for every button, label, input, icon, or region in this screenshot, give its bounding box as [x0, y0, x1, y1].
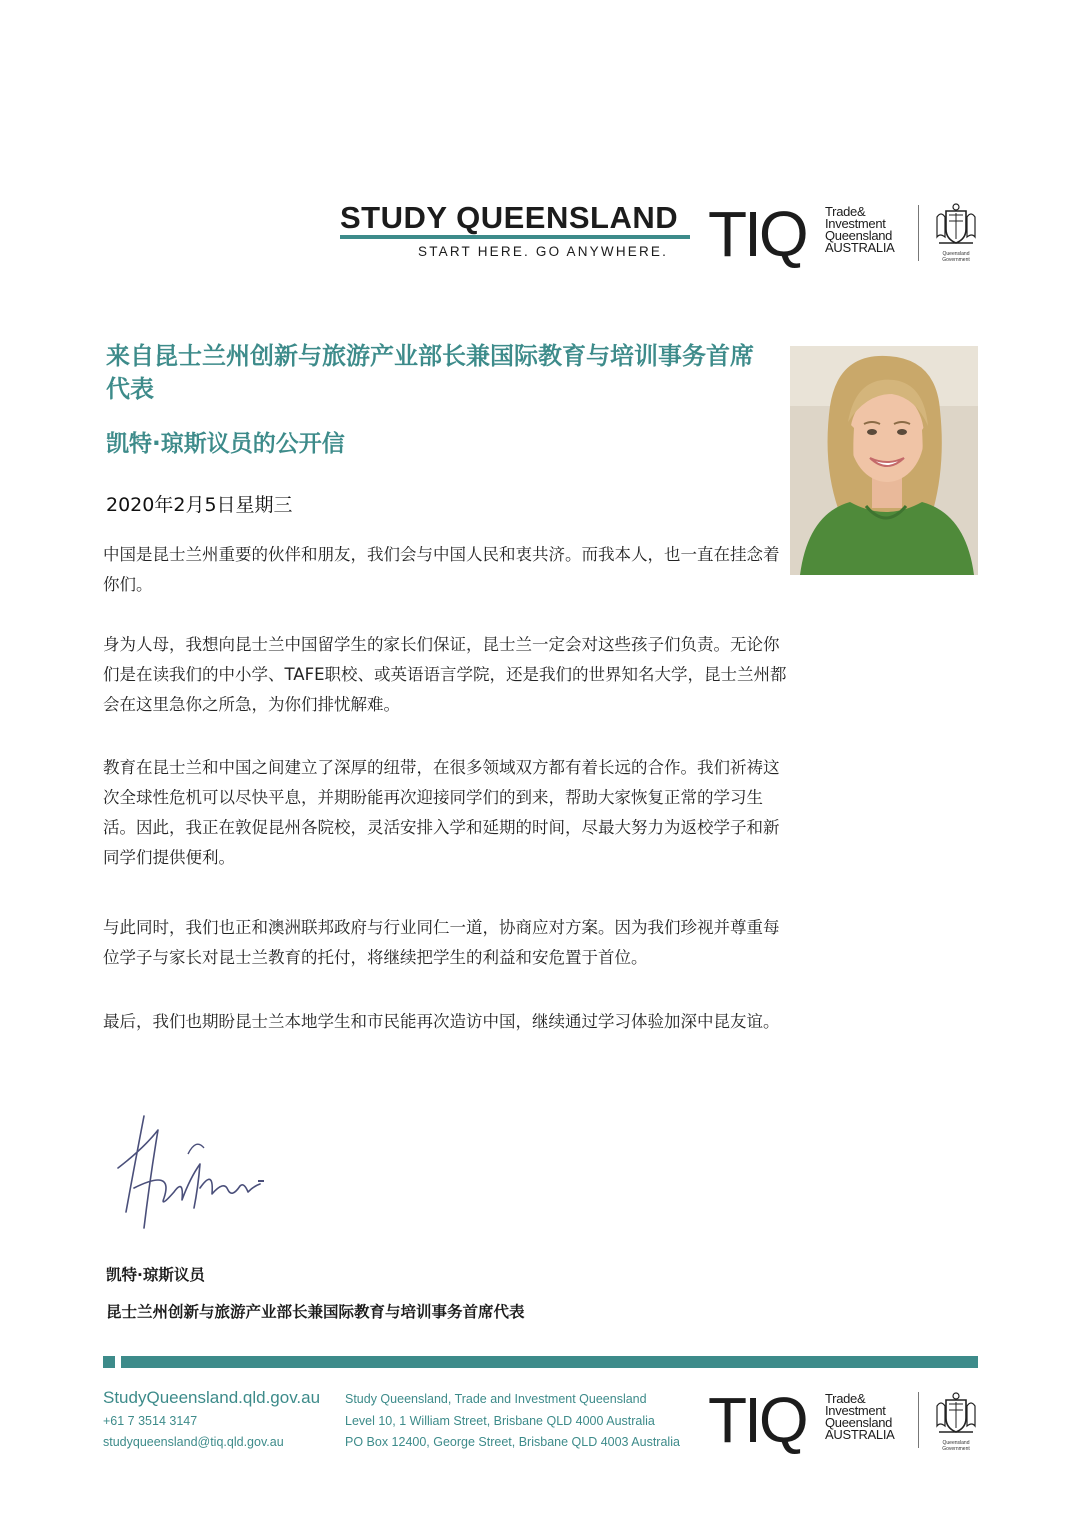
footer-phone[interactable]: +61 7 3514 3147 [103, 1414, 198, 1428]
paragraph-1: 中国是昆士兰州重要的伙伴和朋友，我们会与中国人民和衷共济。而我本人，也一直在挂念着你们。 [103, 545, 780, 594]
paragraph-4: 与此同时，我们也正和澳洲联邦政府与行业同仁一道，协商应对方案。因为我们珍视并尊重每位学子与家长对昆士兰教育的托付，将继续把学生的利益和安危置于首位。 [103, 918, 780, 967]
letter-subtitle: 凯特·琼斯议员的公开信 [106, 431, 345, 457]
footer-website-link[interactable]: StudyQueensland.qld.gov.au [103, 1388, 321, 1407]
footer-address-line-1: Study Queensland, Trade and Investment Queensland [345, 1392, 647, 1406]
tiq-word-queensland: Queensland [825, 228, 893, 243]
tiq-word-trade: Trade& [825, 204, 866, 219]
footer-square [103, 1356, 115, 1368]
footer-address-line-2: Level 10, 1 William Street, Brisbane QLD 4000 Australia [345, 1414, 655, 1428]
letter-title: 来自昆士兰州创新与旅游产业部长兼国际教育与培训事务首席代表 [106, 342, 754, 403]
footer-bar [121, 1356, 978, 1368]
handwritten-signature [104, 1108, 274, 1243]
signature-icon [104, 1108, 274, 1243]
footer-tiq-logo-words: Trade& Investment Queensland AUSTRALIA [825, 1391, 895, 1442]
signatory-title: 昆士兰州创新与旅游产业部长兼国际教育与培训事务首席代表 [106, 1303, 525, 1321]
footer-tiq-logo-letters: TIQ [708, 1384, 806, 1456]
tiq-word-investment: Investment [825, 216, 886, 231]
paragraph-2: 身为人母，我想向昆士兰中国留学生的家长们保证，昆士兰一定会对这些孩子们负责。无论你们是在读我们的中小学、TAFE职校、或英语语言学院，还是我们的世界知名大学，昆士兰州都会在这里急你之所急，为你们排忧解难。 [103, 635, 787, 714]
crest-icon [933, 203, 979, 247]
paragraph-5: 最后，我们也期盼昆士兰本地学生和市民能再次造访中国，继续通过学习体验加深中昆友谊。 [103, 1012, 780, 1031]
study-queensland-logo: STUDY QUEENSLAND [340, 200, 679, 235]
footer-crest-icon [933, 1392, 979, 1436]
logo-underline [340, 235, 690, 239]
footer-crest-caption: Queensland Government [942, 1440, 970, 1452]
tiq-logo-words [825, 206, 895, 254]
letter-date: 2020年2月5日星期三 [106, 494, 293, 516]
portrait-photo [790, 346, 978, 575]
paragraph-3: 教育在昆士兰和中国之间建立了深厚的纽带，在很多领域双方都有着长远的合作。我们祈祷这次全球性危机可以尽快平息，并期盼能再次迎接同学们的到来，帮助大家恢复正常的学习生活。因此，我正在敦促昆州各院校，灵活安排入学和延期的时间，尽最大努力为返校学子和新同学们提供便利。 [103, 758, 780, 867]
footer-queensland-crest-logo [933, 1392, 979, 1452]
study-queensland-tagline: START HERE. GO ANYWHERE. [418, 244, 669, 259]
tiq-logo-letters: TIQ [708, 198, 806, 270]
footer-logo-divider [918, 1392, 919, 1448]
signatory-name: 凯特·琼斯议员 [106, 1266, 205, 1284]
portrait-illustration [790, 346, 978, 575]
footer-address-line-3: PO Box 12400, George Street, Brisbane QLD 4003 Australia [345, 1435, 680, 1449]
signature-dash [258, 1180, 264, 1182]
queensland-crest-logo [933, 203, 979, 263]
footer-email-link[interactable]: studyqueensland@tiq.qld.gov.au [103, 1435, 284, 1449]
logo-divider [918, 205, 919, 261]
tiq-word-australia: AUSTRALIA [825, 240, 895, 255]
crest-caption: Queensland Government [942, 251, 970, 263]
